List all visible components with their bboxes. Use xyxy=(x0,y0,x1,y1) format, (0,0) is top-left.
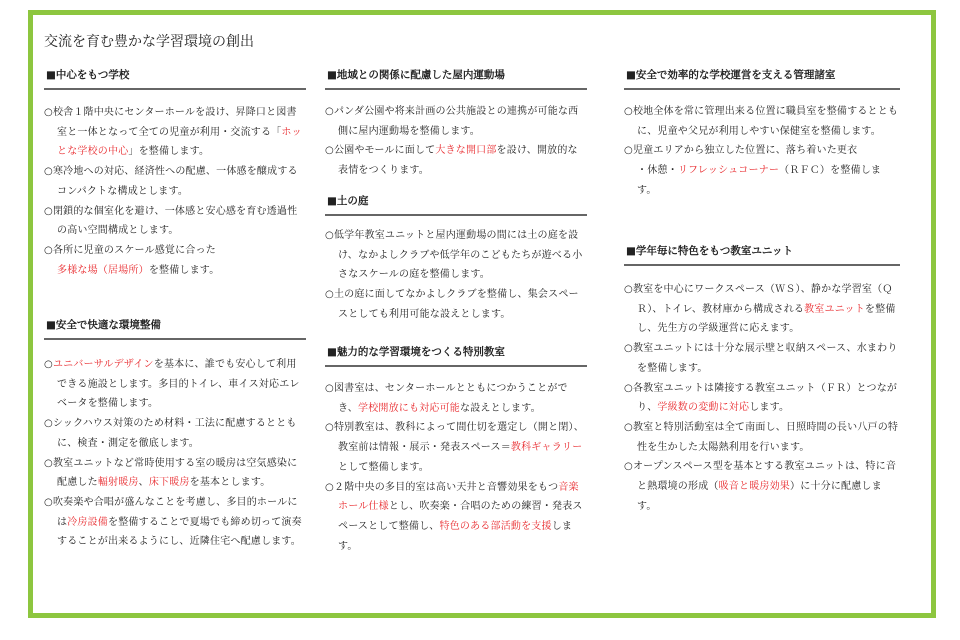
list-item: ○シックハウス対策のため材料・工法に配慮するとともに、検査・測定を徹底します。 xyxy=(44,418,297,449)
section-heading: ■中心をもつ学校 xyxy=(44,67,306,90)
list-item: ○教室ユニットなど常時使用する室の暖房は空気感染に配慮した輻射暖房、床下暖房を基本とします。 xyxy=(44,457,298,489)
list-item: ○ユニバーサルデザインを基本に、誰でも安心して利用できる施設とします。多目的トイレ、車イス対応エレベータを整備します。 xyxy=(44,359,300,410)
section-heading: ■学年毎に特色をもつ教室ユニット xyxy=(624,243,900,266)
page-title: 交流を育む豊かな学習環境の創出 xyxy=(44,34,254,50)
section-management-rooms xyxy=(624,67,900,201)
list-item: ○パンダ公園や将来計画の公共施設との連携が可能な西側に屋内運動場を整備します。 xyxy=(325,106,579,137)
list-item: ○図書室は、センターホールとともにつかうことができ、学校開放にも対応可能な設えとします。 xyxy=(325,383,568,414)
list-item: ○オープンスペース型を基本とする教室ユニットは、特に音と熱環境の形成（吸音と暖房効果）に十分に配慮します。 xyxy=(624,461,897,512)
list-item: ○吹奏楽や合唱が盛んなことを考慮し、多目的ホールには冷房設備を整備することで夏場でも締め切って演奏することが出来るようにし、近隣住宅へ配慮します。 xyxy=(44,496,302,548)
list-item: ○各教室ユニットは隣接する教室ユニット（ＦＲ）とつながり、学級数の変動に対応します。 xyxy=(624,382,898,414)
section-gymnasium xyxy=(325,67,587,181)
list-item: ○低学年教室ユニットと屋内運動場の間には土の庭を設け、なかよしクラブや低学年のこどもたちが遊べる小さなスケールの庭を整備します。 xyxy=(325,230,583,281)
list-item: ○児童エリアから独立した位置に、落ち着いた更衣 ・休憩・リフレッシュコーナー（ＲＦＣ）を整備します。 xyxy=(624,145,882,196)
list-item: ○閉鎖的な個室化を避け、一体感と安心感を育む透過性の高い空間構成とします。 xyxy=(44,205,298,237)
list-item: ○校舎１階中央にセンターホールを設け、昇降口と図書室と一体となって全ての児童が利用・交流する「ホッとな学校の中心」を整備します。 xyxy=(44,107,302,158)
section-heading: ■魅力的な学習環境をつくる特別教室 xyxy=(325,344,587,367)
list-item: ○校地全体を常に管理出来る位置に職員室を整備するとともに、児童や父兄が利用しやすい保健室を整備します。 xyxy=(624,106,899,137)
section-heading: ■土の庭 xyxy=(325,193,587,216)
list-item: ○各所に児童のスケール感覚に合った多様な場（居場所）を整備します。 xyxy=(44,244,220,276)
section-heading: ■地域との関係に配慮した屋内運動場 xyxy=(325,67,587,90)
section-soil-garden xyxy=(325,193,587,325)
list-item: ○２階中央の多目的室は高い天井と音響効果をもつ音楽ホール仕様とし、吹奏楽・合唱のための練習・発表スペースとして整備し、特色のある部活動を支援します。 xyxy=(325,481,583,552)
section-heading: ■安全で効率的な学校運営を支える管理諸室 xyxy=(624,67,900,90)
list-item: ○特別教室は、教科によって間仕切を選定し（開と閉）、教室前は情報・展示・発表スペース＝教科ギャラリーとして整備します。 xyxy=(325,422,584,473)
list-item: ○教室ユニットには十分な展示壁と収納スペース、水まわりを整備します。 xyxy=(624,343,898,374)
list-item: ○土の庭に面してなかよしクラブを整備し、集会スペースとしても利用可能な設えとします。 xyxy=(325,289,579,320)
list-item: ○寒冷地への対応、経済性への配慮、一体感を醸成するコンパクトな構成とします。 xyxy=(44,166,298,197)
section-central-school xyxy=(44,67,306,280)
list-item: ○教室と特別活動室は全て南面し、日照時間の長い八戸の特性を生かした太陽熱利用を行います。 xyxy=(624,421,899,453)
list-item: ○公園やモールに面して大きな開口部を設け、開放的な表情をつくります。 xyxy=(325,145,578,177)
section-safe-environment xyxy=(44,317,306,552)
section-special-classrooms xyxy=(325,344,587,556)
list-item: ○教室を中心にワークスペース（ＷＳ）、静かな学習室（ＱＲ）、トイレ、教材庫から構成される教室ユニットを整備し、先生方の学級運営に応えます。 xyxy=(624,284,896,335)
section-heading: ■安全で快適な環境整備 xyxy=(44,317,306,340)
section-classroom-units xyxy=(624,243,900,516)
